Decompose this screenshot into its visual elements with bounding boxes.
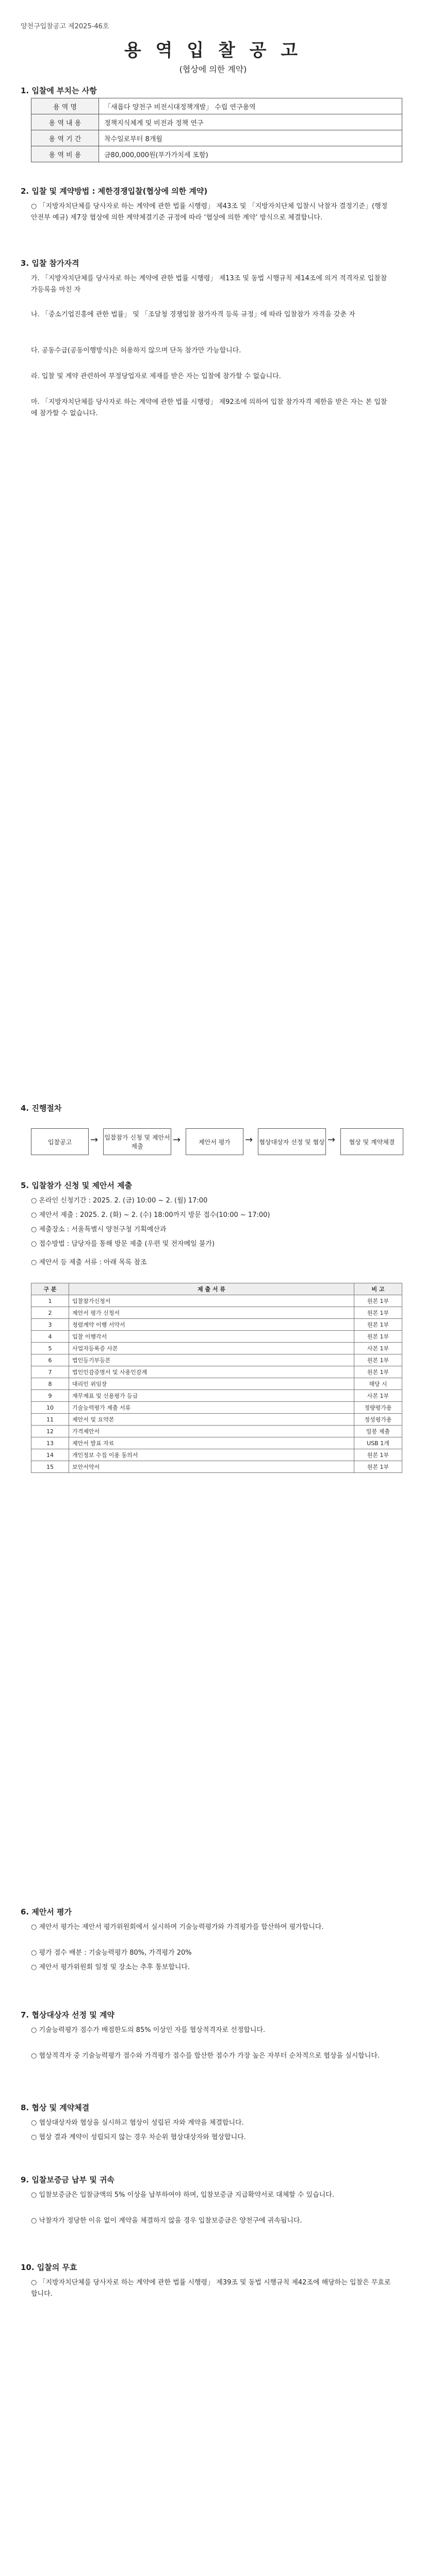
paragraph: 마. 「지방자치단체를 당사자로 하는 계약에 관한 법률 시행령」 제92조에 의하여 입찰 참가자격 제한을 받은 자는 본 입찰에 참가할 수 없습니다. xyxy=(31,398,387,417)
column-header: 구 분 xyxy=(31,1283,69,1295)
row-number: 14 xyxy=(31,1449,69,1461)
section-heading-1: 1. 입찰에 부치는 사항 xyxy=(21,86,97,95)
document-note: 원본 1부 xyxy=(354,1307,402,1319)
document-note: 밀봉 제출 xyxy=(354,1426,402,1437)
section-heading-5: 5. 입찰참가 신청 및 제안서 제출 xyxy=(21,1181,133,1190)
arrow-right-icon: → xyxy=(173,1134,181,1145)
document-note: 해당 시 xyxy=(354,1378,402,1390)
document-note: 원본 1부 xyxy=(354,1366,402,1378)
table-row xyxy=(31,1295,402,1307)
table-row xyxy=(31,1331,402,1343)
document-name: 제안서 발표 자료 xyxy=(69,1437,354,1449)
paragraph: ○ 접수방법 : 담당자를 통해 방문 제출 (우편 및 전자메일 불가) xyxy=(31,1240,215,1248)
paragraph: ○ 제안서 평가위원회 일정 및 장소는 추후 통보합니다. xyxy=(31,1963,190,1971)
table-header-row xyxy=(31,1283,402,1295)
document-note: 원본 1부 xyxy=(354,1295,402,1307)
document-note: 원본 1부 xyxy=(354,1331,402,1343)
paragraph: ○ 온라인 신청기간 : 2025. 2. (금) 10:00 ~ 2. (월) 17:00 xyxy=(31,1197,208,1205)
info-value: 금80,000,000원(부가가치세 포함) xyxy=(99,146,402,162)
page-title: 용 역 입 찰 공 고 xyxy=(124,40,302,61)
table-row xyxy=(31,1307,402,1319)
row-number: 1 xyxy=(31,1295,69,1307)
row-number: 13 xyxy=(31,1437,69,1449)
document-note: 원본 1부 xyxy=(354,1354,402,1366)
row-number: 9 xyxy=(31,1390,69,1402)
info-value: 「새롭다 양천구 비전시대정책개발」 수립 연구용역 xyxy=(99,98,402,114)
document-note: 정성평가용 xyxy=(354,1414,402,1426)
table-row xyxy=(31,1366,402,1378)
row-number: 11 xyxy=(31,1414,69,1426)
paragraph: ○ 제안서 평가는 제안서 평가위원회에서 실시하며 기술능력평가와 가격평가를 합산하여 평가합니다. xyxy=(31,1923,324,1931)
column-header: 제 출 서 류 xyxy=(69,1283,354,1295)
document-name: 제안서 및 요약본 xyxy=(69,1414,354,1426)
paragraph: ○ 기술능력평가 점수가 배점한도의 85% 이상인 자를 협상적격자로 선정합니다. xyxy=(31,2026,266,2034)
table-row xyxy=(31,1319,402,1331)
document-name: 개인정보 수집 이용 동의서 xyxy=(69,1449,354,1461)
paragraph: 다. 공동수급(공동이행방식)은 허용하지 않으며 단독 참가만 가능합니다. xyxy=(31,347,241,354)
table-row xyxy=(31,1449,402,1461)
section-heading-2: 2. 입찰 및 계약방법 : 제한경쟁입찰(협상에 의한 계약) xyxy=(21,187,208,196)
column-header: 비 고 xyxy=(354,1283,402,1295)
table-row xyxy=(31,1437,402,1449)
section-heading-6: 6. 제안서 평가 xyxy=(21,1907,72,1917)
paragraph: ○ 「지방자치단체를 당사자로 하는 계약에 관한 법률 시행령」 제43조 및 「지방자치단체 입찰시 낙찰자 결정기준」(행정안전부 예규) 제7장 협상에 의한 계약체결기준 규정에 따라 ‘협상에 의한 계약’ 방식으로 체결합니다. xyxy=(31,202,388,222)
info-key: 용 역 명 xyxy=(31,98,99,114)
arrow-right-icon: → xyxy=(327,1134,336,1145)
table-row xyxy=(31,1461,402,1473)
flow-step: 입찰참가 신청 및 제안서 제출 xyxy=(103,1128,171,1155)
table-row xyxy=(31,1402,402,1414)
paragraph: 가. 「지방자치단체를 당사자로 하는 계약에 관한 법률 시행령」 제13조 및 동법 시행규칙 제14조에 의거 적격자로 입찰참가등록을 마친 자 xyxy=(31,275,387,294)
document-note: 원본 1부 xyxy=(354,1461,402,1473)
info-key: 용 역 내 용 xyxy=(31,114,99,130)
paragraph: 나. 「중소기업진흥에 관한 법률」 및 「조달청 경쟁입찰 참가자격 등록 규정」에 따라 입찰참가 자격을 갖춘 자 xyxy=(31,311,355,318)
table-row xyxy=(31,1354,402,1366)
row-number: 4 xyxy=(31,1331,69,1343)
paragraph: 라. 입찰 및 계약 관련하여 부정당업자로 제재를 받은 자는 입찰에 참가할 수 없습니다. xyxy=(31,372,281,380)
paragraph: ○ 제출장소 : 서울특별시 양천구청 기획예산과 xyxy=(31,1226,167,1233)
paragraph: ○ 「지방자치단체를 당사자로 하는 계약에 관한 법률 시행령」 제39조 및 동법 시행규칙 제42조에 해당하는 입찰은 무효로 합니다. xyxy=(31,2279,391,2298)
section-heading-8: 8. 협상 및 계약체결 xyxy=(21,2103,90,2112)
document-name: 가격제안서 xyxy=(69,1426,354,1437)
paragraph: ○ 협상적격자 중 기술능력평가 점수와 가격평가 점수를 합산한 점수가 가장 높은 자부터 순차적으로 협상을 실시합니다. xyxy=(31,2052,380,2060)
flow-step: 입찰공고 xyxy=(31,1128,89,1155)
paragraph: ○ 협상대상자와 협상을 실시하고 협상이 성립된 자와 계약을 체결합니다. xyxy=(31,2119,244,2127)
arrow-right-icon: → xyxy=(245,1134,253,1145)
table-row xyxy=(31,1390,402,1402)
submission-list-table xyxy=(31,1283,402,1473)
info-value: 착수일로부터 8개월 xyxy=(99,130,402,146)
flow-step: 협상 및 계약체결 xyxy=(340,1128,403,1155)
table-row xyxy=(31,1343,402,1354)
info-key: 용 역 기 간 xyxy=(31,130,99,146)
document-name: 기술능력평가 제출 서류 xyxy=(69,1402,354,1414)
page-subtitle: (협상에 의한 계약) xyxy=(179,64,247,74)
table-row xyxy=(31,1414,402,1426)
row-number: 10 xyxy=(31,1402,69,1414)
table-row xyxy=(31,1426,402,1437)
row-number: 5 xyxy=(31,1343,69,1354)
document-name: 사업자등록증 사본 xyxy=(69,1343,354,1354)
paragraph: ○ 제안서 제출 : 2025. 2. (화) ~ 2. (수) 18:00까지 방문 접수(10:00 ~ 17:00) xyxy=(31,1211,270,1219)
document-name: 대리인 위임장 xyxy=(69,1378,354,1390)
document-name: 재무제표 및 신용평가 등급 xyxy=(69,1390,354,1402)
section-heading-4: 4. 진행절차 xyxy=(21,1104,62,1113)
arrow-right-icon: → xyxy=(90,1134,99,1145)
process-flow xyxy=(31,1123,402,1159)
paragraph: ○ 입찰보증금은 입찰금액의 5% 이상을 납부하여야 하며, 입찰보증금 지급확약서로 대체할 수 있습니다. xyxy=(31,2191,335,2199)
row-number: 8 xyxy=(31,1378,69,1390)
flow-step: 제안서 평가 xyxy=(186,1128,243,1155)
document-note: USB 1개 xyxy=(354,1437,402,1449)
row-number: 15 xyxy=(31,1461,69,1473)
paragraph: ○ 협상 결과 계약이 성립되지 않는 경우 차순위 협상대상자와 협상합니다. xyxy=(31,2133,246,2141)
document-name: 입찰 이행각서 xyxy=(69,1331,354,1343)
table-row xyxy=(31,114,402,130)
table-row xyxy=(31,130,402,146)
section-heading-7: 7. 협상대상자 선정 및 계약 xyxy=(21,2010,114,2020)
info-key: 용 역 비 용 xyxy=(31,146,99,162)
table-row xyxy=(31,146,402,162)
document-note: 사본 1부 xyxy=(354,1343,402,1354)
document-name: 제안서 평가 신청서 xyxy=(69,1307,354,1319)
row-number: 2 xyxy=(31,1307,69,1319)
section-heading-3: 3. 입찰 참가자격 xyxy=(21,259,79,268)
row-number: 6 xyxy=(31,1354,69,1366)
row-number: 12 xyxy=(31,1426,69,1437)
document-name: 법인등기부등본 xyxy=(69,1354,354,1366)
flow-step: 협상대상자 선정 및 협상 xyxy=(258,1128,326,1155)
info-table xyxy=(31,98,402,162)
section-heading-9: 9. 입찰보증금 납부 및 귀속 xyxy=(21,2175,114,2184)
header-note: 양천구입찰공고 제2025-46호 xyxy=(21,23,109,30)
document-name: 법인인감증명서 및 사용인감계 xyxy=(69,1366,354,1378)
table-row xyxy=(31,98,402,114)
document-name: 입찰참가신청서 xyxy=(69,1295,354,1307)
document-name: 보안서약서 xyxy=(69,1461,354,1473)
row-number: 7 xyxy=(31,1366,69,1378)
paragraph: ○ 낙찰자가 정당한 이유 없이 계약을 체결하지 않을 경우 입찰보증금은 양천구에 귀속됩니다. xyxy=(31,2217,302,2225)
info-value: 정책지식체계 및 비전과 정책 연구 xyxy=(99,114,402,130)
document-note: 사본 1부 xyxy=(354,1390,402,1402)
paragraph: ○ 평가 점수 배분 : 기술능력평가 80%, 가격평가 20% xyxy=(31,1949,192,1957)
section-heading-10: 10. 입찰의 무효 xyxy=(21,2263,77,2272)
row-number: 3 xyxy=(31,1319,69,1331)
table-row xyxy=(31,1378,402,1390)
document-note: 원본 1부 xyxy=(354,1319,402,1331)
document-note: 정량평가용 xyxy=(354,1402,402,1414)
document-name: 청렴계약 이행 서약서 xyxy=(69,1319,354,1331)
document-note: 원본 1부 xyxy=(354,1449,402,1461)
paragraph: ○ 제안서 등 제출 서류 : 아래 목록 참조 xyxy=(31,1259,147,1266)
